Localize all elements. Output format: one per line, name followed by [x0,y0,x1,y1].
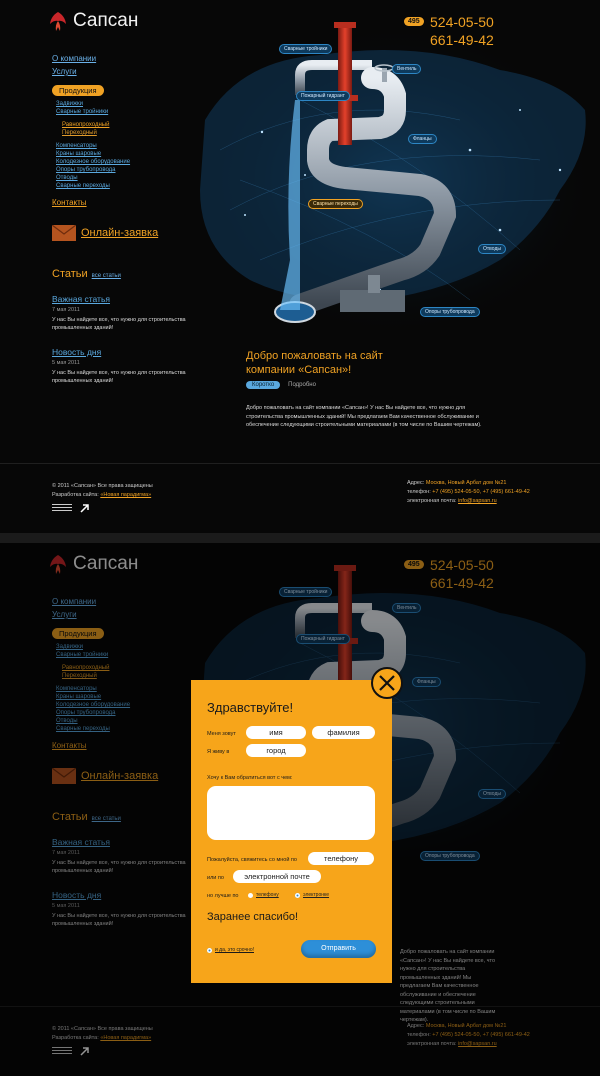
copyright: © 2011 «Сапсан» Все права защищены [52,483,153,489]
email-link[interactable]: info@sapsan.ru [458,1041,497,1047]
nav-products[interactable]: Продукция [52,85,104,96]
copyright: © 2011 «Сапсан» Все права защищены [52,1026,153,1032]
article-text: У нас Вы найдете все, что нужно для строительства промышленных зданий! [52,913,186,927]
online-order-link[interactable] [52,225,158,241]
welcome-title: Добро пожаловать на сайт компании «Сапсан»! [246,350,383,376]
hero-label-valve[interactable]: Вентиль [392,64,421,74]
nav-subsub-reducing[interactable]: Переходный [62,130,97,136]
welcome-text-peek: Добро пожаловать на сайт компании «Сапсан»! У нас Вы найдете все, что нужно для строительства промышленных зданий! Мы предлагаем Вам качественное обслуживание и обеспечение следующими строительными материалами (в том числе по Вашим чертежам). [400,949,496,1023]
site-page-with-form [0,543,600,1076]
phone-number-1: 524-05-50 [430,14,494,30]
hero-label-flanges[interactable]: Фланцы [412,677,441,687]
close-icon [373,669,401,697]
nav-contacts[interactable]: Контакты [52,198,87,207]
city-label: Я живу в [207,749,230,755]
developer-credit: Разработка сайта: «Новая парадигма» [52,492,152,498]
message-label: Хочу к Вам обратиться вот с чем: [207,775,293,781]
phone-number-1: 524-05-50 [430,557,494,573]
nav-sub-reducers[interactable]: Сварные переходы [56,726,110,732]
nav-sub-tees[interactable]: Сварные тройники [56,652,109,658]
articles-heading: Статьи все статьи [52,268,121,280]
hero-label-bends[interactable]: Отводы [478,789,506,799]
article-text: У нас Вы найдете все, что нужно для строительства промышленных зданий! [52,317,186,331]
nav-services[interactable]: Услуги [52,67,77,76]
radio-on-icon [295,893,300,898]
article-date: 7 мая 2011 [52,850,80,856]
phone-code-badge: 495 [404,17,424,26]
site-name: Сапсан [73,553,139,574]
hero-label-hydrant[interactable]: Пожарный гидрант [296,634,350,644]
all-articles-link[interactable]: все статьи [91,273,121,279]
hero-label-bends[interactable]: Отводы [478,244,506,254]
contact-form-modal [191,680,392,983]
name-label: Меня зовут [207,731,236,737]
footer-address: Адрес: Москва, Новый Арбат дом №21 [407,1023,507,1029]
nav-sub-supports[interactable]: Опоры трубопровода [56,710,116,716]
city-input[interactable]: город [246,744,306,757]
radio-off-icon [248,893,253,898]
hero-label-tees[interactable]: Сварные тройники [279,587,332,597]
tab-short[interactable]: Коротко [246,381,280,389]
modal-close-button[interactable] [371,667,403,699]
nav-sub-compensators[interactable]: Компенсаторы [56,686,97,692]
pref-email-radio[interactable]: электронке [295,892,329,898]
tab-detail[interactable]: Подробно [288,382,316,388]
footer-divider [0,463,600,464]
main-nav [52,54,192,207]
preference-label: но лучше по [207,893,239,899]
email-link[interactable]: info@sapsan.ru [458,498,497,504]
nav-sub-bends[interactable]: Отводы [56,718,78,724]
footer-email: электронная почта: info@sapsan.ru [407,1041,497,1047]
developer-credit: Разработка сайта: «Новая парадигма» [52,1035,152,1041]
hero-label-tees[interactable]: Сварные тройники [279,44,332,54]
hero-label-supports[interactable]: Опоры трубопровода [420,307,480,317]
developer-link[interactable]: «Новая парадигма» [100,492,152,498]
thanks-text: Заранее спасибо! [207,911,299,923]
footer-phone: телефон: +7 (495) 524-05-50, +7 (495) 661-49-42 [407,1032,530,1038]
footer-phone: телефон: +7 (495) 524-05-50, +7 (495) 661-49-42 [407,489,530,495]
pref-phone-radio[interactable]: телефону [248,892,279,898]
last-name-input[interactable]: фамилия [312,726,375,739]
nav-sub-reducers[interactable]: Сварные переходы [56,183,110,189]
article-title[interactable]: Важная статья [52,837,110,847]
phone-number-2: 661-49-42 [430,32,494,48]
article-date: 5 мая 2011 [52,903,80,909]
nav-sub-tees[interactable]: Сварные тройники [56,109,109,115]
article-text: У нас Вы найдете все, что нужно для строительства промышленных зданий! [52,370,186,384]
nav-services[interactable]: Услуги [52,610,77,619]
nav-subsub-equal[interactable]: Равнопроходный [62,665,110,671]
modal-title: Здравствуйте! [207,700,294,715]
article-date: 5 мая 2011 [52,360,80,366]
or-label: или по [207,875,224,881]
article-title[interactable]: Новость дня [52,890,102,900]
urgent-checkbox[interactable]: и да, это срочно! [207,947,254,953]
online-order-label: Онлайн-заявка [81,227,159,239]
nav-sub-compensators[interactable]: Компенсаторы [56,143,97,149]
email-contact-input[interactable]: электронной почте [233,870,321,883]
nav-sub-valves[interactable]: Задвижки [56,644,83,650]
nav-sub-supports[interactable]: Опоры трубопровода [56,167,116,173]
article-text: У нас Вы найдете все, что нужно для строительства промышленных зданий! [52,860,186,874]
first-name-input[interactable]: имя [246,726,306,739]
all-articles-link[interactable]: все статьи [91,816,121,822]
nav-sub-well-equipment[interactable]: Колодезное оборудование [56,702,131,708]
nav-sub-valves[interactable]: Задвижки [56,101,83,107]
hero-label-supports[interactable]: Опоры трубопровода [420,851,480,861]
logo[interactable] [48,10,138,32]
nav-sub-ball-valves[interactable]: Краны шаровые [56,694,102,700]
hero-label-flanges[interactable]: Фланцы [408,134,437,144]
site-page [0,0,600,533]
message-textarea[interactable] [207,786,375,840]
welcome-tabs [246,381,316,389]
nav-about[interactable]: О компании [52,54,97,63]
screenshot-separator [0,533,600,543]
article-item [52,347,202,385]
site-name: Сапсан [73,10,139,31]
phone-code-badge: 495 [404,560,424,569]
checkbox-icon [207,948,212,953]
footer-address: Адрес: Москва, Новый Арбат дом №21 [407,480,507,486]
footer-email: электронная почта: info@sapsan.ru [407,498,497,504]
contact-method-label: Пожалуйста, свяжитесь со мной по [207,857,297,863]
hero-label-reducers[interactable]: Сварные переходы [308,199,363,209]
nav-sub-bends[interactable]: Отводы [56,175,78,181]
articles-heading: Статьи все статьи [52,811,121,823]
online-order-label: Онлайн-заявка [81,770,159,782]
welcome-text: Добро пожаловать на сайт компании «Сапсан»! У нас Вы найдете все, что нужно для строительства промышленных зданий! Мы предлагаем Вам качественное обслуживание и обеспечение следующими строительными материалами (в том числе по Вашим чертежам). [246,405,482,428]
hero-label-hydrant[interactable]: Пожарный гидрант [296,91,350,101]
nav-subsub-reducing[interactable]: Переходный [62,673,97,679]
article-title[interactable]: Важная статья [52,294,110,304]
envelope-icon [52,225,76,241]
falcon-logo-icon [48,10,68,32]
phone-number-2: 661-49-42 [430,575,494,591]
developer-link[interactable]: «Новая парадигма» [100,1035,152,1041]
nav-sub-ball-valves[interactable]: Краны шаровые [56,151,102,157]
nav-contacts[interactable]: Контакты [52,741,87,750]
article-title[interactable]: Новость дня [52,347,102,357]
nav-sub-well-equipment[interactable]: Колодезное оборудование [56,159,131,165]
hero-label-valve[interactable]: Вентиль [392,603,421,613]
submit-button[interactable]: Отправить [301,940,376,958]
nav-subsub-equal[interactable]: Равнопроходный [62,122,110,128]
nav-products[interactable]: Продукция [52,628,104,639]
nav-about[interactable]: О компании [52,597,97,606]
article-item [52,294,202,332]
article-date: 7 мая 2011 [52,307,80,313]
developer-badge-icon [52,503,92,513]
phone-contact-input[interactable]: телефону [308,852,374,865]
